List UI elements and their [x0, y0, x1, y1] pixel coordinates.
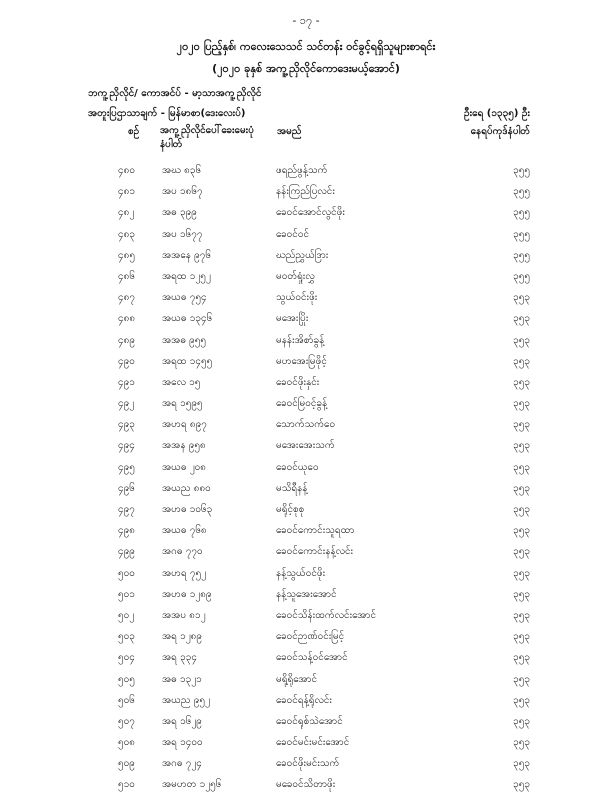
table-row [0, 266, 612, 287]
table-row [0, 669, 612, 690]
table-row [0, 351, 612, 372]
row-number: ၄၉၆ [118, 482, 135, 494]
row-name: မရို့ရိုအောင် [276, 673, 318, 685]
row-name: ခေဝင်ကောင်းနန့်လင်း [276, 546, 354, 558]
row-name: မအေးအေးသက် [276, 440, 335, 452]
row-number: ၄၉၂ [118, 398, 135, 410]
row-name: မဟအေးမြဖိုင့် [276, 355, 327, 367]
row-id: အရ ၁၆၂၉ [162, 715, 202, 727]
table-row [0, 626, 612, 647]
row-name: သွယ်ဝင်းဖိုး [276, 292, 318, 304]
row-id: အရ ၁၂၈၉ [162, 631, 202, 643]
row-code: ၃၅၃ [513, 715, 530, 727]
row-id: အယည ၉၅၂ [162, 694, 210, 706]
row-name: ခေဝင်ဝင် [276, 228, 309, 240]
row-number: ၄၈၅ [118, 249, 135, 261]
row-code: ၃၅၃ [513, 673, 530, 685]
row-code: ၃၅၃ [513, 419, 530, 431]
row-id: အဓ ၁၃၂၁ [162, 673, 202, 685]
table-row [0, 181, 612, 202]
row-number: ၄၈၀ [118, 165, 135, 176]
row-name: ခေဝင်ကောင်းသူရထာ [276, 525, 355, 537]
row-id: အပ ၁၈၆၇ [162, 186, 203, 198]
row-name: မဝတ်ရှုံးလွှ [276, 270, 315, 282]
table-row [0, 732, 612, 753]
row-name: ခေဝင်သိန်းထက်လင်းအောင် [276, 609, 376, 621]
row-id: အယဓ ၇၆၈ [162, 525, 207, 537]
row-code: ၃၅၃ [513, 355, 530, 367]
row-id: အယဓ ၂၀၈ [162, 461, 206, 473]
row-code: ၃၅၃ [513, 334, 530, 346]
row-number: ၄၈၉ [118, 334, 135, 346]
document-subtitle: (၂၀၂၀ ခုနှစ် အကူ့ညှိလိုင်ကောဒေးမယ့်အောင်) [212, 62, 400, 75]
quantity-label: ဦးရေ (၁၃၃၅) ဦး [464, 108, 530, 119]
row-id: အဟရ ၇၅၂ [162, 567, 207, 579]
row-number: ၄၈၆ [118, 270, 135, 282]
row-number: ၄၉၃ [118, 419, 135, 431]
row-id: အဂဓ ၇၇၀ [162, 546, 203, 558]
row-code: ၃၅၃ [513, 525, 530, 537]
row-number: ၄၈၂ [118, 207, 135, 219]
table-row [0, 393, 612, 414]
row-id: အအဓ ၉၅၅ [162, 334, 207, 346]
region-line: ဘကူ့ညှိလိုင်/ ကောအင်ပ် - မာ့သာအကူ့ညှိလိုင် [88, 88, 262, 99]
row-number: ၄၉၉ [118, 546, 135, 558]
row-id: အဟရ ၈၉၇ [162, 419, 207, 431]
table-row [0, 690, 612, 711]
row-name: ခေဝင်ဉာဏ်ဝင်းမြင့် [276, 631, 345, 643]
row-number: ၄၈၈ [118, 313, 136, 325]
row-number: ၅၀၀ [118, 567, 135, 579]
row-name: ခေဝင်အောင်လွင်ဖိုး [276, 207, 345, 219]
row-number: ၄၈၁ [118, 186, 135, 198]
row-code: ၃၅၃ [513, 440, 530, 452]
table-row [0, 753, 612, 774]
table-row [0, 711, 612, 732]
row-number: ၄၉၇ [118, 504, 135, 515]
row-name: ခေဝင်ယုဝေ [276, 461, 319, 473]
row-number: ၄၉၄ [118, 440, 135, 452]
table-row [0, 308, 612, 329]
row-id: အရ ၁၅၉၅ [162, 398, 203, 410]
row-id: အအနေ ၉၇၆ [162, 249, 212, 261]
table-row [0, 160, 612, 181]
row-code: ၃၅၃ [513, 652, 530, 664]
row-name: ခေဝင်မင်းမင်းအောင် [276, 737, 350, 749]
row-name: ဃည်ညွှယ်ဒြား [276, 249, 329, 261]
row-name: သောက်သက်ဝေ [276, 419, 336, 431]
row-code: ၃၅၃ [513, 546, 530, 558]
row-number: ၅၀၄ [118, 652, 135, 664]
table-row [0, 478, 612, 499]
row-name: ခေဝင်ဖိုးမင်းသက် [276, 758, 340, 770]
row-id: အမဟတ ၁၂၅၆ [162, 779, 222, 791]
row-code: ၃၅၃ [513, 292, 530, 304]
row-name: မရိုင့်စုစု [276, 504, 305, 515]
table-row [0, 541, 612, 562]
row-id: အရထ ၁၂၅၂ [162, 270, 211, 282]
row-number: ၅၁၀ [118, 779, 135, 791]
row-id: အယဓ ၇၅၄ [162, 292, 207, 304]
row-number: ၄၉၅ [118, 461, 135, 473]
candidate-list [0, 160, 612, 796]
row-name: နန့်သွယ်ဝင်ဖိုး [276, 567, 326, 579]
row-id: အဓ ၃၉၉ [162, 207, 197, 219]
table-row [0, 330, 612, 351]
table-row [0, 647, 612, 668]
column-header-id: အကူ့ညှိလိုင်ပေါ်ခေးမေးပုံ နံပါတ် [160, 125, 254, 150]
table-row [0, 457, 612, 478]
row-code: ၃၅၃ [513, 737, 530, 749]
row-code: ၃၅၃ [513, 588, 530, 600]
row-code: ၃၅၅ [513, 228, 530, 240]
row-name: မနန်းအိစာ်ခွန့် [276, 334, 325, 346]
table-row [0, 499, 612, 520]
row-code: ၃၅၃ [513, 631, 530, 643]
row-number: ၄၉၀ [118, 355, 135, 367]
row-id: အရ ၁၄၀၀ [162, 737, 203, 749]
row-code: ၃၅၃ [513, 609, 530, 621]
row-number: ၄၉၁ [118, 376, 135, 388]
row-name: ခေဝင်မြဝင့်ခွန့် [276, 398, 328, 410]
row-id: အဟဓ ၁၀၆၃ [162, 504, 213, 515]
table-row [0, 520, 612, 541]
row-id: အအန ၉၅၈ [162, 440, 206, 452]
row-number: ၄၈၃ [118, 228, 135, 240]
row-name: ခေဝင်ရန့်ရိုလင်း [276, 694, 332, 706]
row-code: ၃၅၅ [513, 186, 530, 198]
row-code: ၃၅၅ [513, 249, 530, 261]
row-name: မခေဝင်သိတာဖိုး [276, 779, 336, 791]
row-number: ၅၀၉ [118, 758, 135, 770]
table-row [0, 584, 612, 605]
row-id: အဟဓ ၁၂၈၉ [162, 588, 212, 600]
table-row [0, 414, 612, 435]
table-row [0, 563, 612, 584]
row-id: အဂဓ ၇၂၄ [162, 758, 202, 770]
row-code: ၃၅၃ [513, 398, 530, 410]
row-code: ၃၅၃ [513, 376, 530, 388]
row-id: အအပ ၈၁၂ [162, 609, 206, 621]
row-id: အပ ၁၆၇၇ [162, 228, 203, 240]
table-row [0, 287, 612, 308]
row-code: ၃၅၃ [513, 461, 530, 473]
column-header-dist: နေရပ်ကုဒ်နံပါတ် [470, 126, 530, 137]
table-row [0, 605, 612, 626]
document-title: ၂၀၂၀ ပြည့်နှစ်၊ ကလေးသေသင် သင်တန်း ဝင်ခွင့်ရရှိသူများစာရင်း [176, 40, 436, 53]
column-header-no: စဉ် [128, 126, 140, 137]
column-header-name: အမည် [277, 126, 302, 137]
row-number: ၅၀၈ [118, 737, 135, 749]
row-number: ၅၀၅ [118, 673, 135, 685]
row-id: အယည ၈၈၀ [162, 482, 211, 494]
row-code: ၃၅၅ [513, 165, 530, 176]
row-code: ၃၅၅ [513, 207, 530, 219]
table-row [0, 202, 612, 223]
table-row [0, 245, 612, 266]
row-number: ၄၈၇ [118, 292, 135, 304]
table-row [0, 774, 612, 795]
row-id: အရ ၃၃၄ [162, 652, 197, 664]
row-number: ၄၉၈ [118, 525, 135, 537]
row-number: ၅၀၆ [118, 694, 135, 706]
row-name: ခေဝင်သန့်ဝင်အောင် [276, 652, 348, 664]
category-line: အတူးပြဌာသာချက် - မြန်မာစာ(ဒေးလေးပ်) [88, 108, 246, 119]
row-code: ၃၅၃ [513, 758, 530, 770]
row-name: မသိရီနန့် [276, 482, 308, 494]
row-name: မအေးပြိုး [276, 313, 309, 325]
table-row [0, 372, 612, 393]
row-name: နန်းကြည်ပြလင်း [276, 186, 335, 198]
row-name: နန့်သူအေးအောင် [276, 588, 337, 600]
row-name: ခေဝင်ဖိုးနှင်း [276, 376, 320, 388]
row-code: ၃၅၃ [513, 567, 530, 579]
row-number: ၅၀၂ [118, 609, 135, 621]
row-code: ၃၅၃ [513, 482, 530, 494]
row-id: အရထ ၁၄၅၅ [162, 355, 213, 367]
row-id: အလေ ၁၅ [162, 376, 201, 388]
row-name: ဖရည်ဖွန့်သက် [276, 165, 328, 176]
page-number: - ၁၇ - [292, 14, 320, 27]
row-code: ၃၅၃ [513, 779, 530, 791]
row-id: အဃ ၈၃၆ [162, 165, 202, 176]
row-code: ၃၅၃ [513, 313, 530, 325]
table-row [0, 435, 612, 456]
table-row [0, 224, 612, 245]
row-number: ၅၀၁ [118, 588, 135, 600]
row-number: ၅၀၃ [118, 631, 135, 643]
row-number: ၅၀၇ [118, 715, 135, 727]
row-id: အယဓ ၁၃၄၆ [162, 313, 213, 325]
row-code: ၃၅၃ [513, 504, 530, 515]
row-code: ၃၅၅ [513, 270, 530, 282]
row-name: ခေဝင်ရုစ်သဲအောင် [276, 715, 343, 727]
row-code: ၃၅၃ [513, 694, 530, 706]
